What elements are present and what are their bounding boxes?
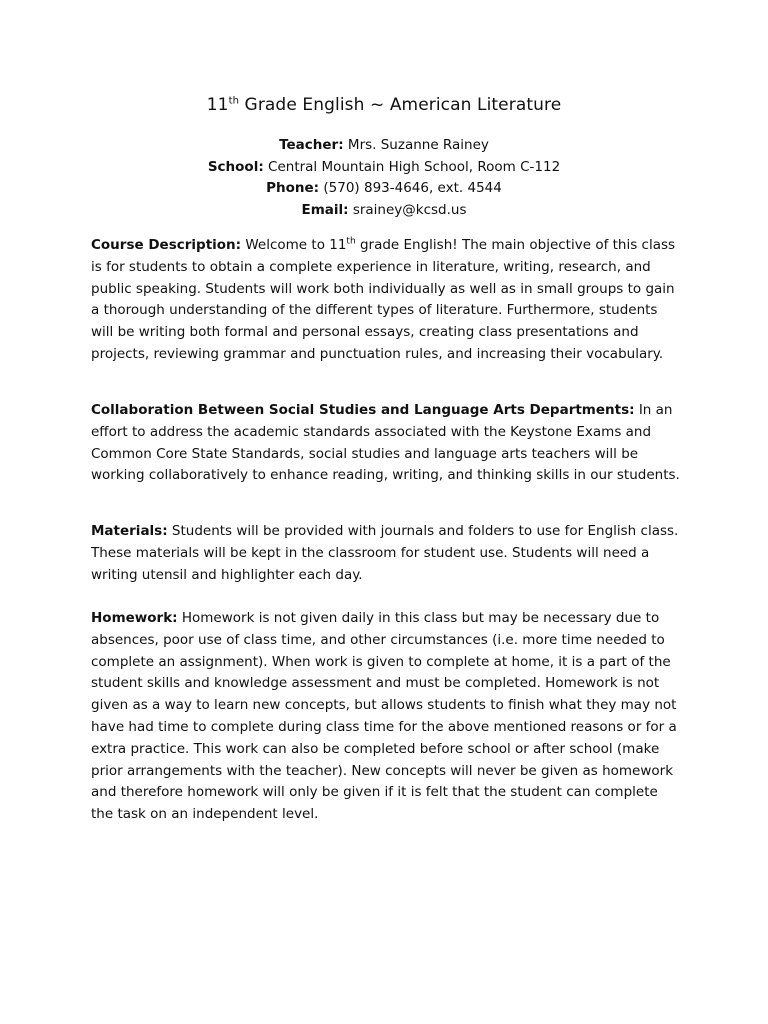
email-label: Email: xyxy=(301,201,349,218)
teacher-row xyxy=(0,135,768,157)
phone-value: (570) 893-4646, ext. 4544 xyxy=(319,180,502,196)
materials-paragraph xyxy=(91,521,681,586)
homework-text: Homework is not given daily in this class but may be necessary due to absences, poor use of class time, and other circumstances (i.e. more time needed to complete an assignment). When work is given to complete at home, it is a part of the student skills and knowledge assessment and must be completed. Homework is not given as a way to learn new concepts, but allows students to finish what they may not have had time to complete during class time for the above mentioned reasons or for a extra practice. This work can also be completed before school or after school (make prior arrangements with the teacher). New concepts will never be given as homework and therefore homework will only be given if it is felt that the student can complete the task on an independent level. xyxy=(91,610,677,823)
phone-label: Phone: xyxy=(266,180,320,196)
email-row xyxy=(0,200,768,222)
contact-info xyxy=(0,135,768,221)
school-label: School: xyxy=(207,158,264,175)
teacher-value: Mrs. Suzanne Rainey xyxy=(343,137,489,153)
document-title xyxy=(0,95,768,115)
course-description-label: Course Description: xyxy=(91,237,242,253)
homework-paragraph xyxy=(91,608,681,826)
title-rest: Grade English ~ American Literature xyxy=(239,95,562,115)
materials-label: Materials: xyxy=(91,523,168,539)
course-description-sup: th xyxy=(346,236,356,247)
materials-text: Students will be provided with journals and folders to use for English class. These materials will be kept in the classroom for student use. Students will need a writing utensil and highlighter each day. xyxy=(91,523,679,583)
course-description-text-start: Welcome to 11 xyxy=(241,237,347,253)
phone-row xyxy=(0,178,768,200)
school-value: Central Mountain High School, Room C-112 xyxy=(263,158,561,175)
course-description-paragraph xyxy=(91,235,681,366)
collaboration-paragraph xyxy=(91,400,681,487)
homework-label: Homework: xyxy=(91,610,178,626)
email-value: srainey@kcsd.us xyxy=(348,201,467,218)
collaboration-label: Collaboration Between Social Studies and Language Arts Departments: xyxy=(91,402,635,418)
course-description-text: grade English! The main objective of this class is for students to obtain a complete experience in literature, writing, research, and public speaking. Students will work both individually as well as in small groups to gain a thorough understanding of the different types of literature. Furthermore, students will be writing both formal and personal essays, creating class presentations and projects, reviewing grammar and punctuation rules, and increasing their vocabulary. xyxy=(91,237,676,362)
title-grade-number: 11 xyxy=(206,95,229,115)
title-grade-suffix: th xyxy=(228,95,240,107)
collaboration-text: In an effort to address the academic standards associated with the Keystone Exams and Common Core State Standards, social studies and language arts teachers will be working collaboratively to enhance reading, writing, and thinking skills in our students. xyxy=(91,402,680,484)
school-row xyxy=(0,157,768,179)
teacher-label: Teacher: xyxy=(279,137,344,153)
